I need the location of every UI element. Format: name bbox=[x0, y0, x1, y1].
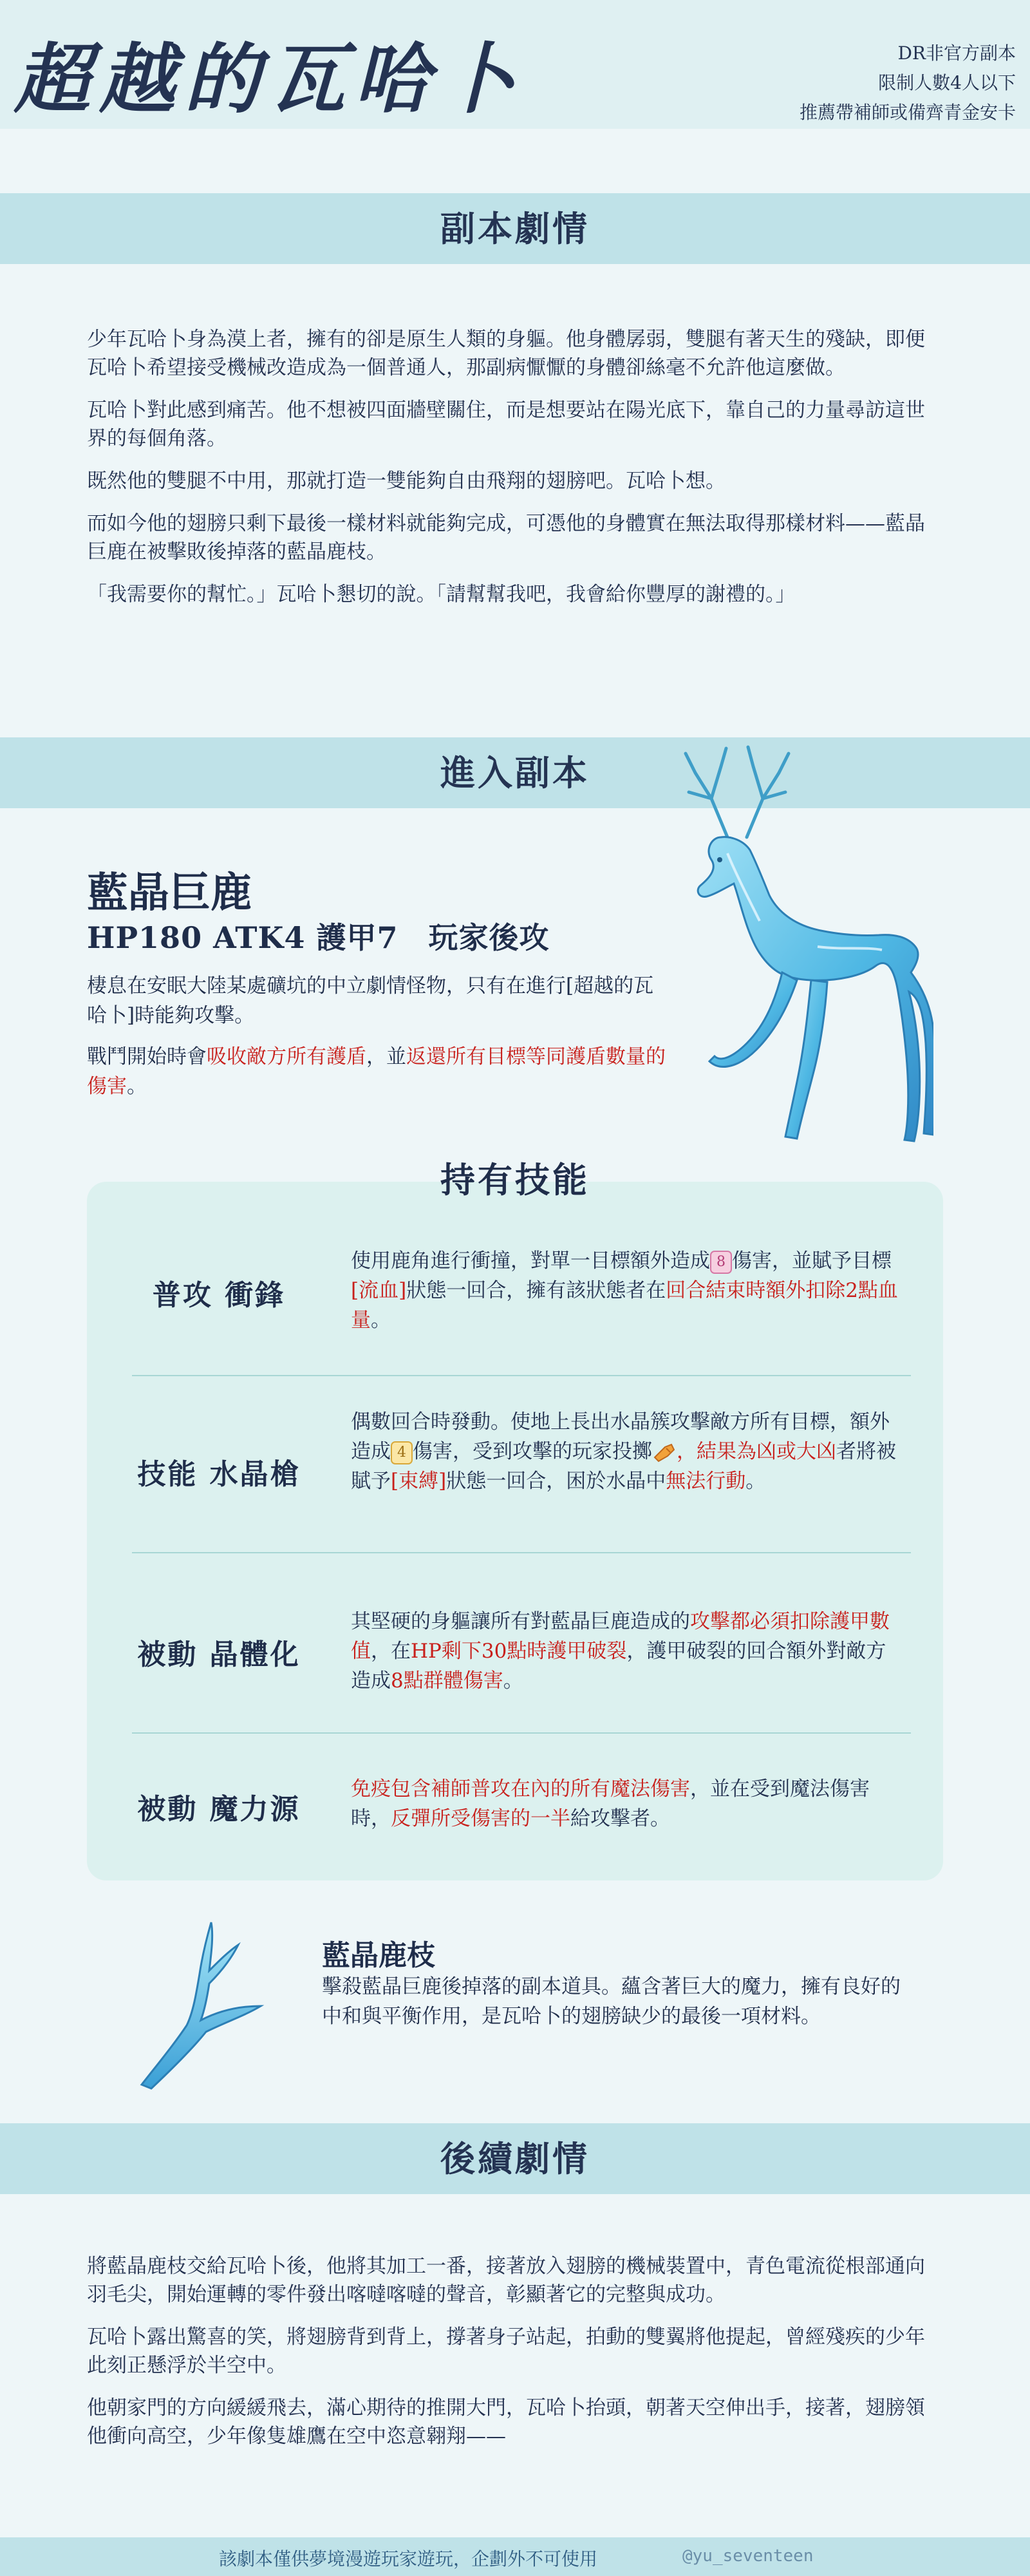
crystal-deer-illustration bbox=[650, 741, 933, 1153]
skills-title: 持有技能 bbox=[440, 1159, 590, 1200]
header-note: DR非官方副本 bbox=[897, 43, 1016, 64]
header-note: 限制人數4人以下 bbox=[878, 72, 1016, 93]
highlight-text: 免疫包含補師普攻在內的所有魔法傷害 bbox=[351, 1777, 690, 1801]
highlight-text: [流血] bbox=[351, 1279, 407, 1302]
boss-name: 藍晶巨鹿 bbox=[87, 869, 252, 917]
boss-description bbox=[87, 971, 666, 1113]
text-segment: 者將被賦予 bbox=[351, 1440, 896, 1493]
text-segment: ，並在受到魔法傷害時， bbox=[351, 1777, 870, 1830]
skill-description bbox=[351, 1774, 904, 1833]
skill-description bbox=[351, 1246, 904, 1335]
divider bbox=[132, 1375, 911, 1376]
yellow-dice-icon: 4 bbox=[391, 1441, 413, 1464]
header-note: 推薦帶補師或備齊青金安卡 bbox=[799, 102, 1016, 123]
skill-name: 技能 水晶槍 bbox=[137, 1458, 301, 1491]
header-notes bbox=[800, 39, 1016, 128]
text-segment: 傷害，並賦予目標 bbox=[732, 1249, 892, 1273]
fist-icon bbox=[652, 1442, 677, 1464]
boss-desc-line bbox=[87, 1042, 666, 1101]
highlight-text: 無法行動 bbox=[666, 1470, 746, 1493]
item-name: 藍晶鹿枝 bbox=[322, 1939, 435, 1972]
text-segment: 。 bbox=[371, 1309, 391, 1332]
story-paragraph: 瓦哈卜對此感到痛苦。他不想被四面牆壁關住，而是想要站在陽光底下，靠自己的力量尋訪這世界的每個角落。 bbox=[87, 399, 925, 450]
highlight-text: 反彈所受傷害的一半 bbox=[391, 1807, 570, 1830]
skill-description bbox=[351, 1607, 904, 1696]
text-segment: ，護甲破裂的回合額外對敵方造成 bbox=[351, 1640, 886, 1692]
text-segment: 其堅硬的身軀讓所有對藍晶巨鹿造成的 bbox=[351, 1610, 690, 1633]
text-segment: 狀態一回合，困於水晶中 bbox=[446, 1470, 666, 1493]
text-segment: 使用鹿角進行衝撞，對單一目標額外造成 bbox=[351, 1249, 710, 1273]
section-band-story: 副本劇情 bbox=[0, 193, 1030, 264]
story-paragraph: 少年瓦哈卜身為漠上者，擁有的卻是原生人類的身軀。他身體孱弱，雙腿有著天生的殘缺，即便瓦哈卜希望接受機械改造成為一個普通人，那副病懨懨的身體卻絲毫不允許他這麼做。 bbox=[87, 328, 925, 379]
skill-name: 被動 晶體化 bbox=[137, 1638, 301, 1671]
after-story-text bbox=[87, 2252, 943, 2465]
text-segment: 。 bbox=[745, 1470, 766, 1493]
after-paragraph: 瓦哈卜露出驚喜的笑，將翅膀背到背上，撐著身子站起，拍動的雙翼將他提起，曾經殘疾的少年此刻正懸浮於半空中。 bbox=[87, 2325, 925, 2377]
text-segment: 。 bbox=[127, 1075, 147, 1098]
skill-name: 被動 魔力源 bbox=[137, 1793, 301, 1826]
skill-description bbox=[351, 1407, 904, 1496]
story-paragraph: 「我需要你的幫忙。」瓦哈卜懇切的說。「請幫幫我吧，我會給你豐厚的謝禮的。」 bbox=[87, 583, 796, 606]
highlight-text: 8點群體傷害 bbox=[391, 1669, 503, 1692]
text-segment: 給攻擊者。 bbox=[570, 1807, 670, 1830]
text-segment: 戰鬥開始時會 bbox=[87, 1045, 207, 1068]
text-segment: 狀態一回合，擁有該狀態者在 bbox=[406, 1279, 666, 1302]
text-segment: 偶數回合時發動。使地上長出水晶簇攻擊敵方所有目標，額外造成 bbox=[351, 1410, 890, 1463]
crystal-antler-illustration bbox=[129, 1916, 277, 2090]
divider bbox=[132, 1732, 911, 1734]
section-band-enter: 進入副本 bbox=[0, 737, 1030, 808]
text-segment: 傷害，受到攻擊的玩家投擲 bbox=[413, 1440, 652, 1463]
section-band-after: 後續劇情 bbox=[0, 2123, 1030, 2194]
text-segment: 。 bbox=[503, 1669, 523, 1692]
author-handle: @yu_seventeen bbox=[682, 2546, 814, 2566]
boss-stats: HP180 ATK4 護甲7 玩家後攻 bbox=[87, 920, 550, 955]
footer-note: 該劇本僅供夢境漫遊玩家遊玩，企劃外不可使用 bbox=[219, 2548, 598, 2570]
story-text bbox=[87, 325, 943, 623]
highlight-text: 返還所有目標等同護盾數量的傷害 bbox=[87, 1045, 666, 1098]
highlight-text: 回合結束時額外扣除2點血量 bbox=[351, 1279, 898, 1332]
after-paragraph: 他朝家門的方向緩緩飛去，滿心期待的推開大門，瓦哈卜抬頭，朝著天空伸出手，接著，翅膀領他衝向高空，少年像隻雄鷹在空中恣意翱翔—— bbox=[87, 2396, 925, 2448]
boss-desc-line: 棲息在安眠大陸某處礦坑的中立劇情怪物，只有在進行[超越的瓦哈卜]時能夠攻擊。 bbox=[87, 974, 654, 1027]
text-segment: ，並 bbox=[366, 1045, 406, 1068]
header bbox=[0, 0, 1030, 129]
after-paragraph: 將藍晶鹿枝交給瓦哈卜後，他將其加工一番，接著放入翅膀的機械裝置中，青色電流從根部通向羽毛尖，開始運轉的零件發出喀噠喀噠的聲音，彰顯著它的完整與成功。 bbox=[87, 2255, 925, 2306]
text-segment: ，在 bbox=[371, 1640, 411, 1663]
highlight-text: [束縛] bbox=[391, 1470, 447, 1493]
story-paragraph: 而如今他的翅膀只剩下最後一樣材料就能夠完成，可憑他的身體實在無法取得那樣材料——藍晶巨鹿在被擊敗後掉落的藍晶鹿枝。 bbox=[87, 512, 925, 564]
highlight-text: HP剩下30點時護甲破裂 bbox=[411, 1640, 627, 1663]
highlight-text: 吸收敵方所有護盾 bbox=[207, 1045, 366, 1068]
divider bbox=[132, 1552, 911, 1553]
pink-dice-icon: 8 bbox=[710, 1251, 732, 1274]
footer bbox=[0, 2537, 1030, 2576]
highlight-text: ，結果為凶或大凶 bbox=[677, 1440, 836, 1463]
highlight-text: 攻擊都必須扣除護甲數值 bbox=[351, 1610, 890, 1663]
page-title: 超越的瓦哈卜 bbox=[14, 34, 525, 124]
item-description: 擊殺藍晶巨鹿後掉落的副本道具。蘊含著巨大的魔力，擁有良好的中和與平衡作用，是瓦哈卜的翅膀缺少的最後一項材料。 bbox=[322, 1975, 901, 2028]
skills-panel bbox=[87, 1182, 943, 1880]
skill-name: 普攻 衝鋒 bbox=[152, 1279, 286, 1312]
story-paragraph: 既然他的雙腿不中用，那就打造一雙能夠自由飛翔的翅膀吧。瓦哈卜想。 bbox=[87, 469, 726, 493]
